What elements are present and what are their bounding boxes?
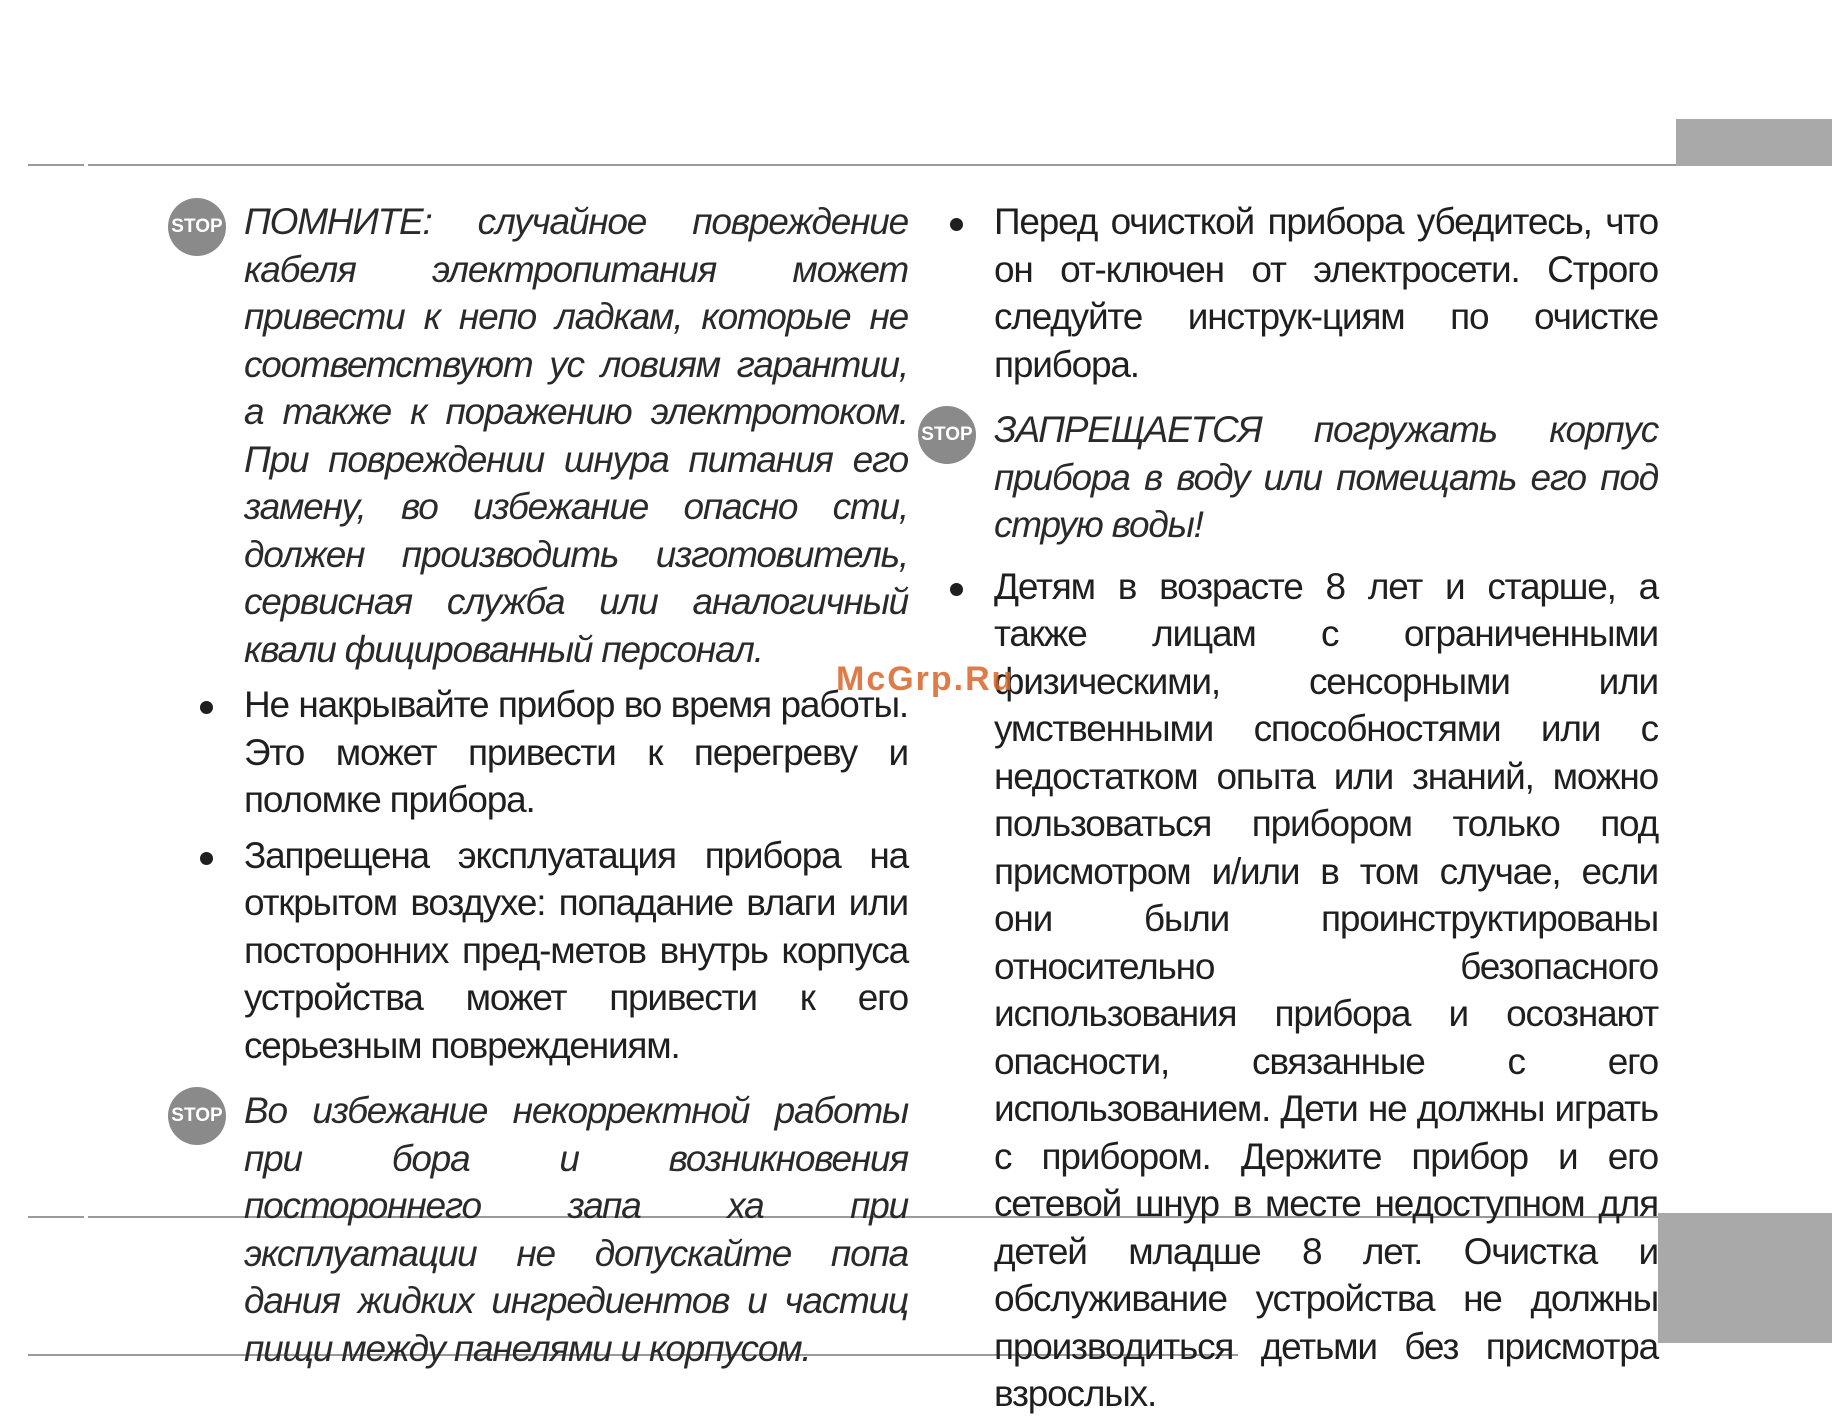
left-column xyxy=(168,198,908,1380)
top-right-tab xyxy=(1676,119,1832,166)
bullet-item xyxy=(918,563,1658,1418)
bullet-item xyxy=(168,832,908,1070)
warning-text: ПОМНИТЕ: случайное повреждение кабеля электропитания может привести к непо ладкам, которые не соответствуют ус ловиям гарантии, а также к поражению электротоком. При повреждении шнура питания его замену, во избежание опасно сти, должен производить изготовитель, сервисная служба или аналогичный квали фицированный персонал. xyxy=(244,201,908,670)
bullet-dot-icon xyxy=(200,701,213,714)
watermark: McGrp.Ru xyxy=(836,660,1015,698)
bullet-text: Не накрывайте прибор во время работы. Это может привести к перегреву и поломке прибора. xyxy=(244,684,908,820)
top-rule-short xyxy=(28,164,84,166)
warning-text: ЗАПРЕЩАЕТСЯ погружать корпус прибора в воду или помещать его под струю воды! xyxy=(994,409,1658,545)
bullet-text: Запрещена эксплуатация прибора на открытом воздухе: попадание влаги или посторонних пред-метов внутрь корпуса устройства может привести к его серьезным повреждениям. xyxy=(244,834,908,1066)
bullet-dot-icon xyxy=(950,583,963,596)
bullet-item xyxy=(168,681,908,824)
stop-icon: STOP xyxy=(168,198,226,256)
stop-warning-liquids xyxy=(168,1087,908,1372)
bottom-right-tab xyxy=(1658,1213,1832,1343)
stop-icon: STOP xyxy=(918,406,976,464)
stop-warning-water xyxy=(918,406,1658,549)
bullet-dot-icon xyxy=(200,852,213,865)
bullet-text: Детям в возрасте 8 лет и старше, а также лицам с ограниченными физическими, сенсорными или умственными способностями или с недостатком опыта или знаний, можно пользоваться прибором только под присмотром и/или в том случае, если они были проинструктированы относительно безопасного использования прибора и осознают опасности, связанные с его использованием. Дети не должны играть с прибором. Держите прибор и его сетевой шнур в месте недоступном для детей младше 8 лет. Очистка и обслуживание устройства не должны производиться детьми без присмотра взрослых. xyxy=(994,565,1658,1414)
stop-warning-cable xyxy=(168,198,908,673)
stop-icon: STOP xyxy=(168,1087,226,1145)
bullet-dot-icon xyxy=(950,218,963,231)
bullet-item xyxy=(918,198,1658,388)
warning-text: Во избежание некорректной работы при бора и возникновения постороннего запа ха при эксплуатации не допускайте попа дания жидких ингредиентов и частиц пищи между панелями и корпусом. xyxy=(244,1090,908,1369)
right-column xyxy=(918,198,1658,1426)
top-rule xyxy=(88,164,1758,166)
bullet-text: Перед очисткой прибора убедитесь, что он от-ключен от электросети. Строго следуйте инструк-циям по очистке прибора. xyxy=(994,201,1658,385)
bottom-rule-short xyxy=(28,1216,84,1218)
